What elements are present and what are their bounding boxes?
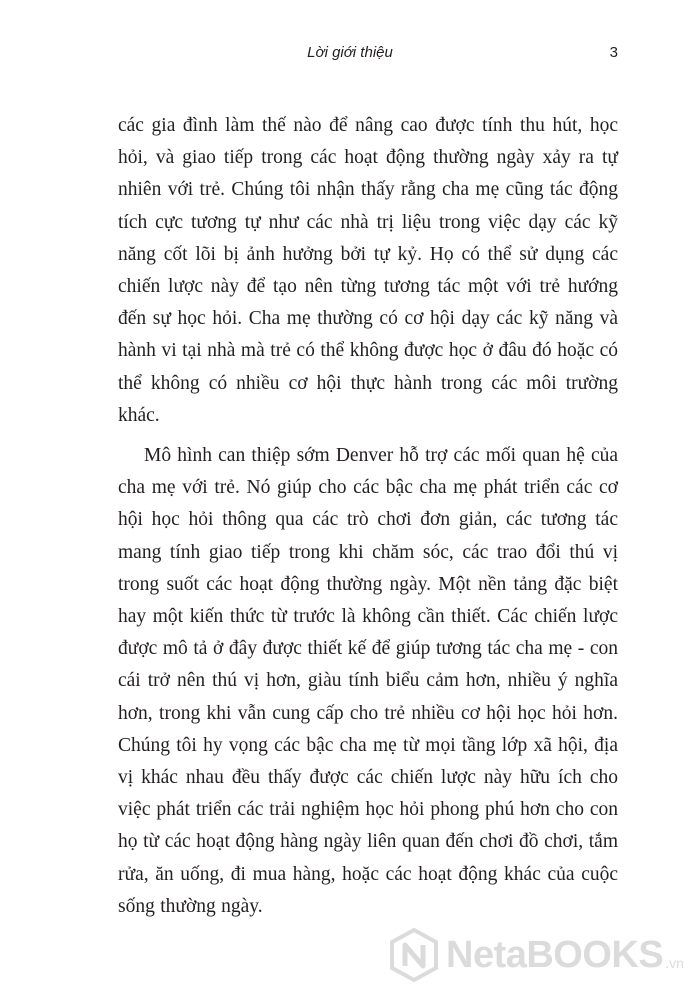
paragraph-2: Mô hình can thiệp sớm Denver hỗ trợ các mối quan hệ của cha mẹ với trẻ. Nó giúp cho các bậc cha mẹ phát triển các cơ hội học hỏi thông qua các trò chơi đơn giản, các tương tác mang tính giao tiếp trong khi chăm sóc, các trao đổi thú vị trong suốt các hoạt động thường ngày. Một nền tảng đặc biệt hay một kiến thức từ trước là không cần thiết. Các chiến lược được mô tả ở đây được thiết kế để giúp tương tác cha mẹ - con cái trở nên thú vị hơn, giàu tính biểu cảm hơn, nhiều ý nghĩa hơn, trong khi vẫn cung cấp cho trẻ nhiều cơ hội học hỏi hơn. Chúng tôi hy vọng các bậc cha mẹ từ mọi tầng lớp xã hội, địa vị khác nhau đều thấy được các chiến lược này hữu ích cho việc phát triển các trải nghiệm học hỏi phong phú hơn cho con họ từ các hoạt động hàng ngày liên quan đến chơi đồ chơi, tắm rửa, ăn uống, đi mua hàng, hoặc các hoạt động khác của cuộc sống thường ngày. bbox=[118, 445, 618, 917]
paragraph-1: các gia đình làm thế nào để nâng cao được tính thu hút, học hỏi, và giao tiếp trong các hoạt động thường ngày xảy ra tự nhiên với trẻ. Chúng tôi nhận thấy rằng cha mẹ cũng tác động tích cực tương tự như các nhà trị liệu trong việc dạy các kỹ năng cốt lõi bị ảnh hưởng bởi tự kỷ. Họ có thể sử dụng các chiến lược này để tạo nên từng tương tác một với trẻ hướng đến sự học hỏi. Cha mẹ thường có cơ hội dạy các kỹ năng và hành vi tại nhà mà trẻ có thể không được học ở đâu đó hoặc có thể không có nhiều cơ hội thực hành trong các môi trường khác. bbox=[118, 115, 618, 426]
chapter-title: Lời giới thiệu bbox=[307, 44, 393, 61]
page-number: 3 bbox=[609, 44, 618, 61]
hexagon-n-logo-icon bbox=[388, 927, 440, 983]
watermark-domain: .vn bbox=[665, 955, 684, 971]
watermark-brand: NetaBOOKS bbox=[446, 933, 664, 976]
running-head bbox=[0, 44, 700, 68]
body-text bbox=[118, 110, 618, 923]
watermark bbox=[388, 920, 688, 990]
